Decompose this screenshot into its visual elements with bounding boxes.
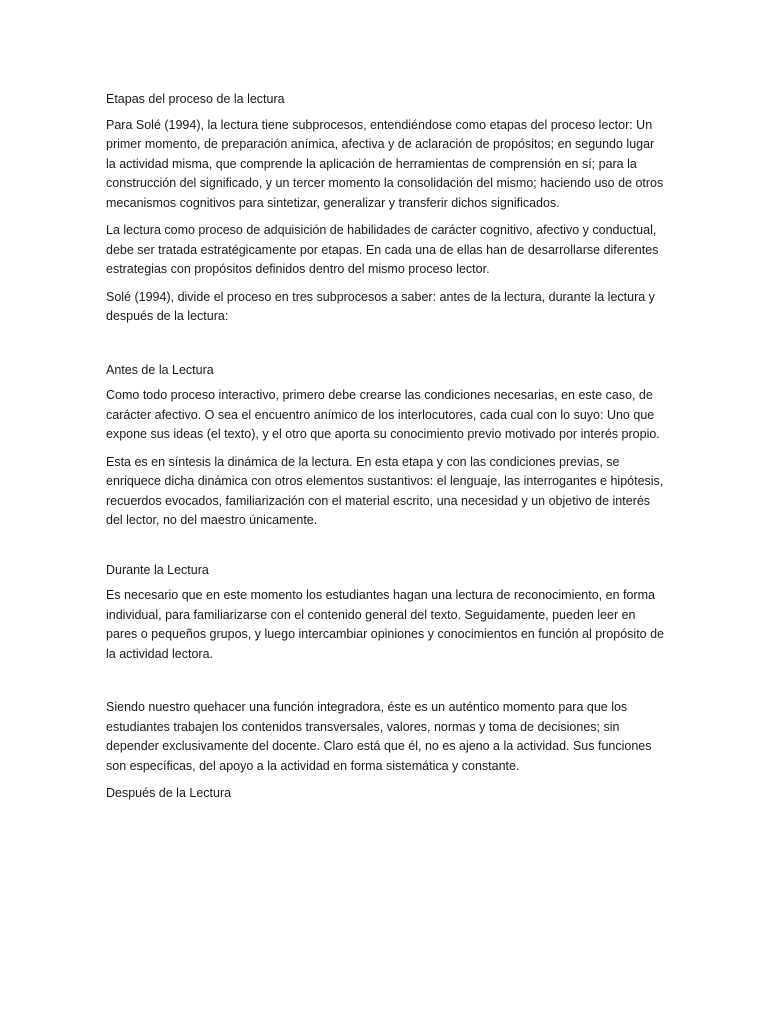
intro-paragraph-1: Para Solé (1994), la lectura tiene subprocesos, entendiéndose como etapas del proceso lector: Un primer momento, de preparación anímica, afectiva y de aclaración de propósitos; en segundo lugar la actividad misma, que comprende la aplicación de herramientas de comprensión en sí; para la construcción del significado, y un tercer momento la consolidación del mismo; haciendo uso de otros mecanismos cognitivos para sintetizar, generalizar y transferir dichos significados. (106, 117, 664, 210)
document-body (106, 90, 666, 804)
antes-paragraph-1: Como todo proceso interactivo, primero debe crearse las condiciones necesarias, en este caso, de carácter afectivo. O sea el encuentro anímico de los interlocutores, cada cual con lo suyo: Uno que expone sus ideas (el texto), y el otro que aporta su conocimiento previo motivado por interés propio. (106, 388, 660, 441)
section-heading-despues: Después de la Lectura (106, 786, 232, 800)
section-heading-durante: Durante la Lectura (106, 562, 209, 577)
intro-paragraph-2: La lectura como proceso de adquisición de habilidades de carácter cognitivo, afectivo y conductual, debe ser tratada estratégicamente por etapas. En cada una de ellas han de desarrollarse diferentes estrategias con propósitos definidos dentro del mismo proceso lector. (106, 223, 659, 276)
durante-paragraph-1: Es necesario que en este momento los estudiantes hagan una lectura de reconocimiento, en forma individual, para familiarizarse con el contenido general del texto. Seguidamente, pueden leer en pares o pequeños grupos, y luego intercambiar opiniones y conocimientos en función al propósito de la actividad lectora. (106, 588, 664, 661)
document-title: Etapas del proceso de la lectura (106, 92, 285, 106)
antes-paragraph-2: Esta es en síntesis la dinámica de la lectura. En esta etapa y con las condiciones previas, se enriquece dicha dinámica con otros elementos sustantivos: el lenguaje, las interrogantes e hipótesis, recuerdos evocados, familiarización con el material escrito, una necesidad y un objetivo de interés del lector, no del maestro únicamente. (106, 454, 664, 527)
section-heading-antes: Antes de la Lectura (106, 362, 214, 377)
intro-paragraph-3: Solé (1994), divide el proceso en tres subprocesos a saber: antes de la lectura, durante la lectura y después de la lectura: (106, 289, 655, 323)
durante-paragraph-2: Siendo nuestro quehacer una función integradora, éste es un auténtico momento para que los estudiantes trabajen los contenidos transversales, valores, normas y toma de decisiones; sin depender exclusivamente del docente. Claro está que él, no es ajeno a la actividad. Sus funciones son específicas, del apoyo a la actividad en forma sistemática y constante. (106, 700, 652, 773)
